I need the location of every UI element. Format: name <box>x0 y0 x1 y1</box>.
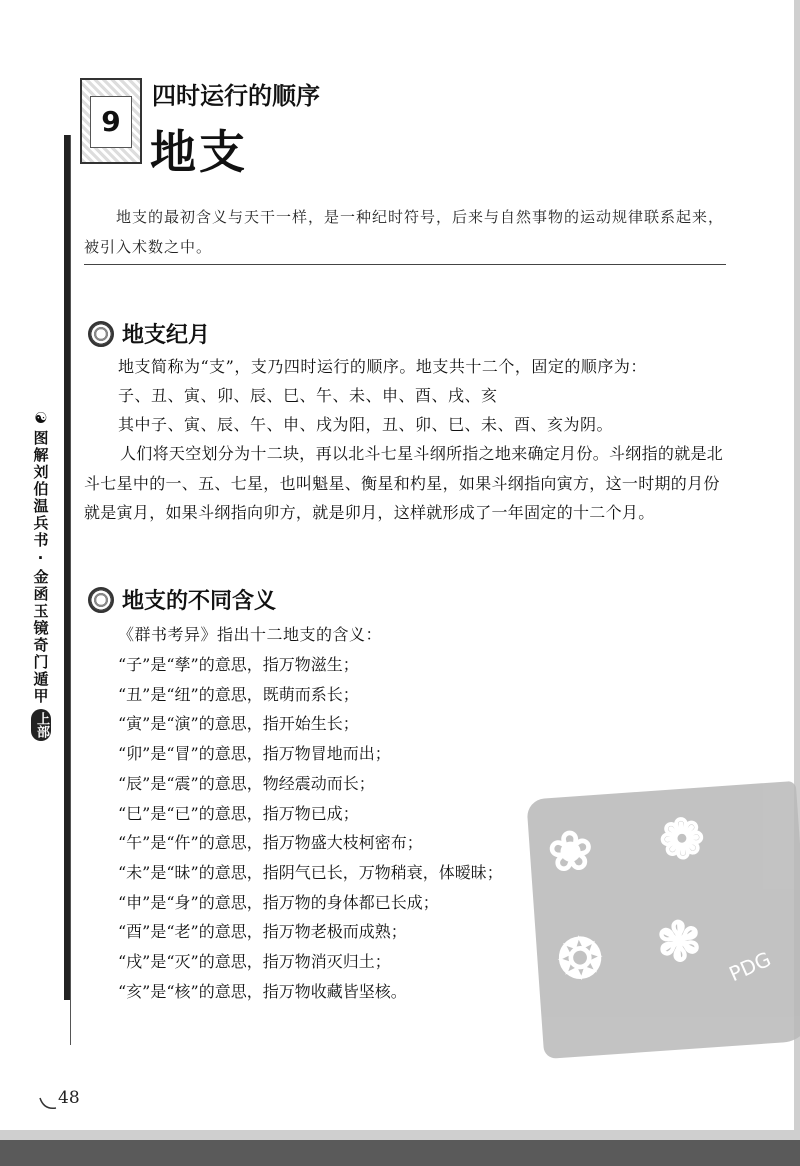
section-heading-text: 地支的不同含义 <box>122 589 277 614</box>
list-item: “丑”是“纽”的意思，既萌而系长； <box>118 684 359 704</box>
page-curl-icon <box>38 1090 60 1112</box>
meanings-list <box>118 650 503 1006</box>
ornament-icon <box>88 587 114 613</box>
page-number: 48 <box>58 1088 80 1108</box>
section-heading-meanings <box>88 584 276 615</box>
sidebar-running-title <box>30 410 52 741</box>
text-line: 子、丑、寅、卯、辰、巳、午、未、申、酉、戌、亥 <box>118 386 498 405</box>
volume-badge: 上部 <box>31 709 51 741</box>
watermark-mark: PDG <box>725 946 775 987</box>
list-item: “辰”是“震”的意思，物经震动而长； <box>118 773 375 793</box>
seal-watermark: ❀ ❁ ❂ ❃ PDG <box>526 781 800 1059</box>
list-item: “子”是“孳”的意思，指万物滋生； <box>118 655 359 674</box>
chapter-number: 9 <box>101 105 121 138</box>
divider <box>84 264 726 265</box>
meanings-intro <box>118 620 382 649</box>
section1-lines <box>118 352 647 439</box>
list-item: “亥”是“核”的意思，指万物收藏皆坚核。 <box>118 981 407 1001</box>
list-item: “卯”是“冒”的意思，指万物冒地而出； <box>118 744 391 764</box>
left-rule-thin <box>70 135 71 1045</box>
section-heading-text: 地支纪月 <box>122 323 211 348</box>
book-title: 图解刘伯温兵书·金函玉镜奇门遁甲 <box>31 430 50 705</box>
section-heading-months <box>88 318 210 349</box>
list-item: “酉”是“老”的意思，指万物老极而成熟； <box>118 922 407 942</box>
list-item: “未”是“昧”的意思，指阴气已长，万物稍衰，体暧昧； <box>118 862 503 882</box>
text-line: 《群书考异》指出十二地支的含义： <box>118 625 383 644</box>
list-item: “申”是“身”的意思，指万物的身体都已长成； <box>118 892 439 912</box>
list-item: “戌”是“灭”的意思，指万物消灭归土； <box>118 952 391 972</box>
yinyang-icon: ☯ <box>34 409 48 427</box>
scan-bottom-band-dark <box>0 1140 800 1166</box>
text-line: 地支简称为“支”，支乃四时运行的顺序。地支共十二个，固定的顺序为： <box>118 357 647 376</box>
section1-paragraph: 人们将天空划分为十二块，再以北斗七星斗纲所指之地来确定月份。斗纲指的就是北斗七星中的一、五、七星，也叫魁星、衡星和杓星，如果斗纲指向寅方，这一时期的月份就是寅月，如果斗纲指向卯方，就是卯月，这样就形成了一年固定的十二个月。 <box>84 444 724 522</box>
chapter-title: 地支 <box>150 125 248 179</box>
text-line: 其中子、寅、辰、午、申、戌为阳，丑、卯、巳、未、酉、亥为阴。 <box>118 415 614 434</box>
chapter-subtitle: 四时运行的顺序 <box>152 82 320 110</box>
ornament-icon <box>88 321 114 347</box>
list-item: “寅”是“演”的意思，指开始生长； <box>118 714 359 734</box>
chapter-intro: 地支的最初含义与天干一样，是一种纪时符号，后来与自然事物的运动规律联系起来，被引入术数之中。 <box>84 208 725 256</box>
list-item: “午”是“仵”的意思，指万物盛大枝柯密布； <box>118 833 423 853</box>
list-item: “巳”是“已”的意思，指万物已成； <box>118 803 359 823</box>
chapter-number-box <box>80 78 142 164</box>
